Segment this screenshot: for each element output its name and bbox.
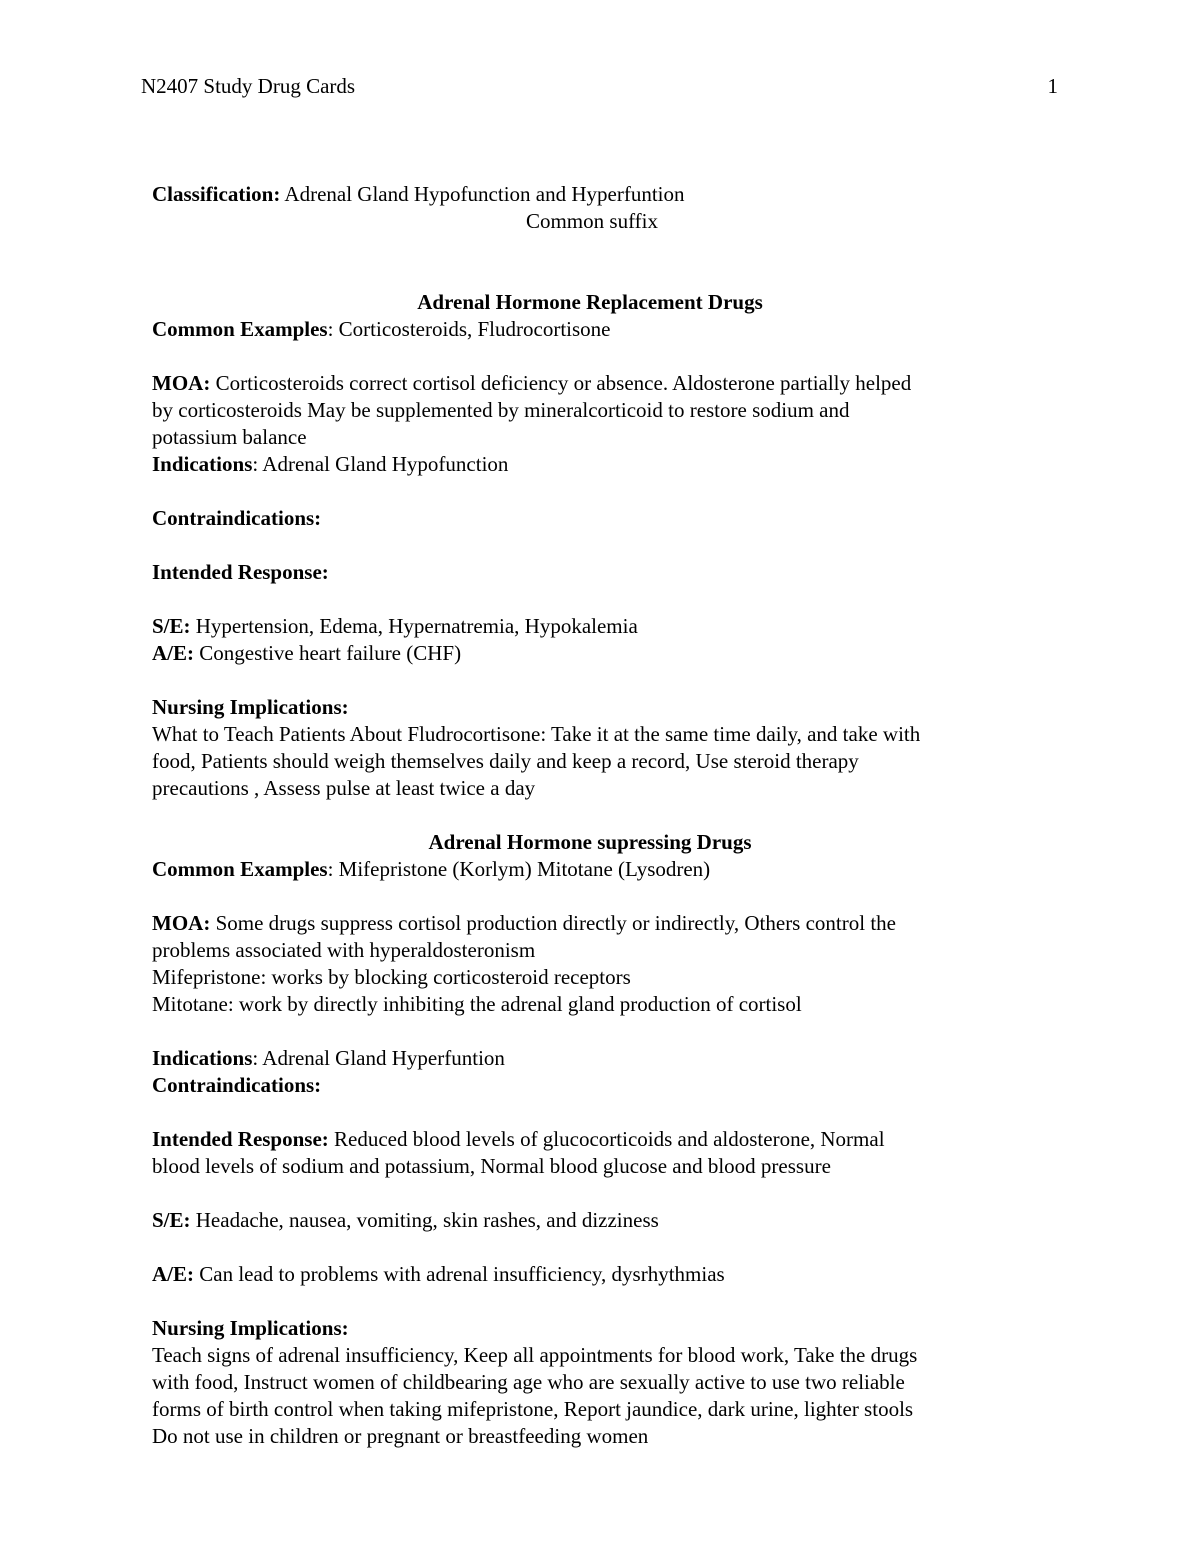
section1-moa-text-1: Corticosteroids correct cortisol deficiency or absence. Aldosterone partially helped [210,371,912,395]
section1-moa-line-1 [152,370,1052,397]
section2-heading: Adrenal Hormone supressing Drugs [428,830,752,854]
section1-nursing-label: Nursing Implications: [152,695,349,719]
section2-moa-text-1: Some drugs suppress cortisol production directly or indirectly, Others control the [210,911,896,935]
section1-moa-line-2: by corticosteroids May be supplemented by mineralcorticoid to restore sodium and [152,398,850,422]
section2-moa-line-2: problems associated with hyperaldosteronism [152,938,536,962]
section1-se-label: S/E: [152,614,191,638]
section2-indications-label: Indications [152,1046,253,1070]
section1-heading: Adrenal Hormone Replacement Drugs [417,290,763,314]
section2-nursing-line-2: with food, Instruct women of childbearing age who are sexually active to use two reliable [152,1370,905,1394]
section1-nursing-line-2: food, Patients should weigh themselves daily and keep a record, Use steroid therapy [152,749,859,773]
section2-nursing-label: Nursing Implications: [152,1316,349,1340]
classification-value: Adrenal Gland Hypofunction and Hyperfuntion [280,182,685,206]
section2-moa-line-1 [152,910,1052,937]
section1-nursing-line-3: precautions , Assess pulse at least twice a day [152,776,536,800]
section2-examples-label: Common Examples [152,857,328,881]
section2-nursing-line-4: Do not use in children or pregnant or breastfeeding women [152,1424,649,1448]
page-number: 1 [1047,74,1058,98]
classification-line [152,181,1052,208]
section1-ae-label: A/E: [152,641,194,665]
section2-se-label: S/E: [152,1208,191,1232]
section1-moa-line-3: potassium balance [152,425,307,449]
section1-examples [152,316,1052,343]
section1-examples-value: : Corticosteroids, Fludrocortisone [327,317,611,341]
section1-intended-response: Intended Response: [152,560,329,584]
header-title: N2407 Study Drug Cards [141,74,356,98]
section2-moa-label: MOA: [152,911,211,935]
section1-indications-label: Indications [152,452,253,476]
section2-indications [152,1045,1052,1072]
section2-ae-label: A/E: [152,1262,194,1286]
section2-intended-response-line-1 [152,1126,1052,1153]
section1-indications-value: : Adrenal Gland Hypofunction [252,452,509,476]
classification-label: Classification: [152,182,281,206]
section2-moa-line-3: Mifepristone: works by blocking corticosteroid receptors [152,965,631,989]
section1-side-effects [152,613,1052,640]
section2-indications-value: : Adrenal Gland Hyperfuntion [252,1046,505,1070]
section1-adverse-effects [152,640,1052,667]
section1-moa-label: MOA: [152,371,211,395]
section2-examples [152,856,1052,883]
document-body [152,181,1052,1450]
section1-ae-value: Congestive heart failure (CHF) [194,641,462,665]
section2-examples-value: : Mifepristone (Korlym) Mitotane (Lysodren) [327,857,711,881]
section2-adverse-effects [152,1261,1052,1288]
section1-se-value: Hypertension, Edema, Hypernatremia, Hypokalemia [190,614,638,638]
section2-nursing-line-3: forms of birth control when taking mifepristone, Report jaundice, dark urine, lighter stools [152,1397,914,1421]
section1-contraindications: Contraindications: [152,506,322,530]
section2-nursing-line-1: Teach signs of adrenal insufficiency, Keep all appointments for blood work, Take the drugs [152,1343,918,1367]
section2-intended-label: Intended Response: [152,1127,329,1151]
section2-side-effects [152,1207,1052,1234]
section2-intended-response-line-2: blood levels of sodium and potassium, Normal blood glucose and blood pressure [152,1154,831,1178]
common-suffix-line: Common suffix [525,209,659,233]
section2-intended-text-1: Reduced blood levels of glucocorticoids and aldosterone, Normal [328,1127,885,1151]
section1-examples-label: Common Examples [152,317,328,341]
section2-ae-value: Can lead to problems with adrenal insufficiency, dysrhythmias [194,1262,725,1286]
section2-moa-line-4: Mitotane: work by directly inhibiting the adrenal gland production of cortisol [152,992,802,1016]
section1-nursing-line-1: What to Teach Patients About Fludrocortisone: Take it at the same time daily, and take with [152,722,921,746]
section2-se-value: Headache, nausea, vomiting, skin rashes, and dizziness [190,1208,659,1232]
section1-indications [152,451,1052,478]
section2-contraindications: Contraindications: [152,1073,322,1097]
